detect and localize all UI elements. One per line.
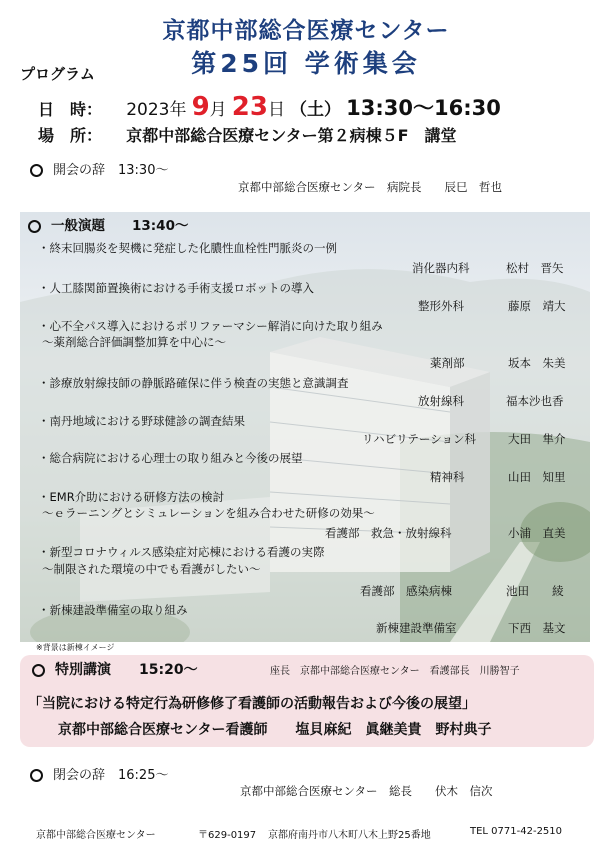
- presentation-subtitle: 〜ｅラーニングとシミュレーションを組み合わせた研修の効果〜: [42, 506, 375, 520]
- date-day-unit: 日: [267, 100, 285, 120]
- general-title: 一般演題 13:40〜: [51, 218, 189, 234]
- presentation-dept: 消化器内科: [412, 261, 470, 275]
- footer-tel: TEL 0771-42-2510: [470, 826, 563, 837]
- special-presenters: 京都中部総合医療センター看護師 塩貝麻紀 眞継美貴 野村典子: [58, 722, 492, 738]
- presentation-title: ・南丹地域における野球健診の調査結果: [38, 414, 245, 428]
- presentation-title: ・人工膝関節置換術における手術支援ロボットの導入: [38, 281, 314, 295]
- presentation-dept: 薬剤部: [430, 356, 465, 370]
- presentation-title: ・終末回腸炎を契機に発症した化膿性血栓性門脈炎の一例: [38, 241, 337, 255]
- presentation-subtitle: 〜薬剤総合評価調整加算を中心に〜: [42, 335, 226, 349]
- footer-postal: 〒629-0197: [198, 830, 257, 841]
- presentation-dept: 看護部 感染病棟: [360, 584, 452, 598]
- presentation-dept: 新棟建設準備室: [376, 621, 457, 635]
- date-year: 2023年: [126, 100, 187, 120]
- special-lecture-box: [20, 655, 594, 747]
- presentation-speaker: 小浦 直美: [508, 526, 566, 540]
- date-month: 9: [191, 92, 210, 122]
- presentation-title: ・EMR介助における研修方法の検討: [38, 490, 225, 504]
- presentation-title: ・総合病院における心理士の取り組みと今後の展望: [38, 451, 303, 465]
- organization-title: 京都中部総合医療センター: [162, 18, 450, 44]
- general-title-row: [28, 214, 188, 234]
- presentation-dept: 精神科: [430, 470, 465, 484]
- presentation-speaker: 下西 基文: [508, 621, 566, 635]
- presentation-speaker: 藤原 靖大: [508, 299, 566, 313]
- opening-title-row: [30, 159, 168, 178]
- presentation-speaker: 福本沙也香: [506, 394, 564, 408]
- venue-value: 京都中部総合医療センター第２病棟５F 講堂: [126, 126, 457, 145]
- date-day: 23: [231, 92, 268, 122]
- date-month-unit: 月: [209, 100, 227, 120]
- special-chair: 座長 京都中部総合医療センター 看護部長 川勝智子: [270, 666, 520, 677]
- date-weekday: （土）: [290, 100, 342, 120]
- background-note: ※背景は新棟イメージ: [36, 643, 115, 652]
- presentation-speaker: 松村 晋矢: [506, 261, 564, 275]
- presentation-speaker: 坂本 朱美: [508, 356, 566, 370]
- closing-title: 閉会の辞 16:25〜: [53, 768, 169, 783]
- presentation-title: ・心不全パス導入におけるポリファーマシー解消に向けた取り組み: [38, 319, 383, 333]
- closing-speaker: 京都中部総合医療センター 総長 伏木 信次: [240, 784, 493, 798]
- circle-bullet-icon: [32, 664, 45, 677]
- presentation-speaker: 山田 知里: [508, 470, 566, 484]
- presentation-title: ・診療放射線技師の静脈路確保に伴う検査の実態と意識調査: [38, 376, 349, 390]
- presentation-dept: 看護部 救急・放射線科: [325, 526, 452, 540]
- opening-title: 開会の辞 13:30〜: [53, 163, 169, 178]
- presentation-speaker: 大田 隼介: [508, 432, 566, 446]
- special-lecture-title: 「当院における特定行為研修修了看護師の活動報告および今後の展望」: [28, 696, 476, 712]
- presentation-dept: 放射線科: [418, 394, 464, 408]
- venue-label: 場 所：: [38, 126, 103, 145]
- presentation-subtitle: 〜制限された環境の中でも看護がしたい〜: [42, 562, 261, 576]
- opening-speaker: 京都中部総合医療センター 病院長 辰巳 哲也: [238, 180, 503, 194]
- special-title-row: [32, 659, 198, 679]
- presentation-dept: リハビリテーション科: [362, 432, 476, 446]
- presentation-speaker: 池田 綾: [506, 584, 564, 598]
- program-label: プログラム: [20, 65, 95, 83]
- event-title: 第25回 学術集会: [191, 49, 421, 78]
- general-presentations-panel: [20, 212, 590, 642]
- presentation-dept: 整形外科: [418, 299, 464, 313]
- presentation-title: ・新型コロナウィルス感染症対応棟における看護の実際: [38, 545, 325, 559]
- venue-row: [38, 123, 457, 146]
- circle-bullet-icon: [28, 220, 41, 233]
- footer-address: 京都府南丹市八木町八木上野25番地: [268, 830, 431, 841]
- special-title: 特別講演 15:20〜: [55, 662, 198, 678]
- date-label: 日 時：: [38, 100, 103, 119]
- presentation-title: ・新棟建設準備室の取り組み: [38, 603, 188, 617]
- circle-bullet-icon: [30, 164, 43, 177]
- circle-bullet-icon: [30, 769, 43, 782]
- closing-title-row: [30, 764, 168, 783]
- footer-org: 京都中部総合医療センター: [36, 830, 156, 841]
- date-row: [38, 92, 501, 122]
- date-time: 13:30〜16:30: [346, 96, 501, 120]
